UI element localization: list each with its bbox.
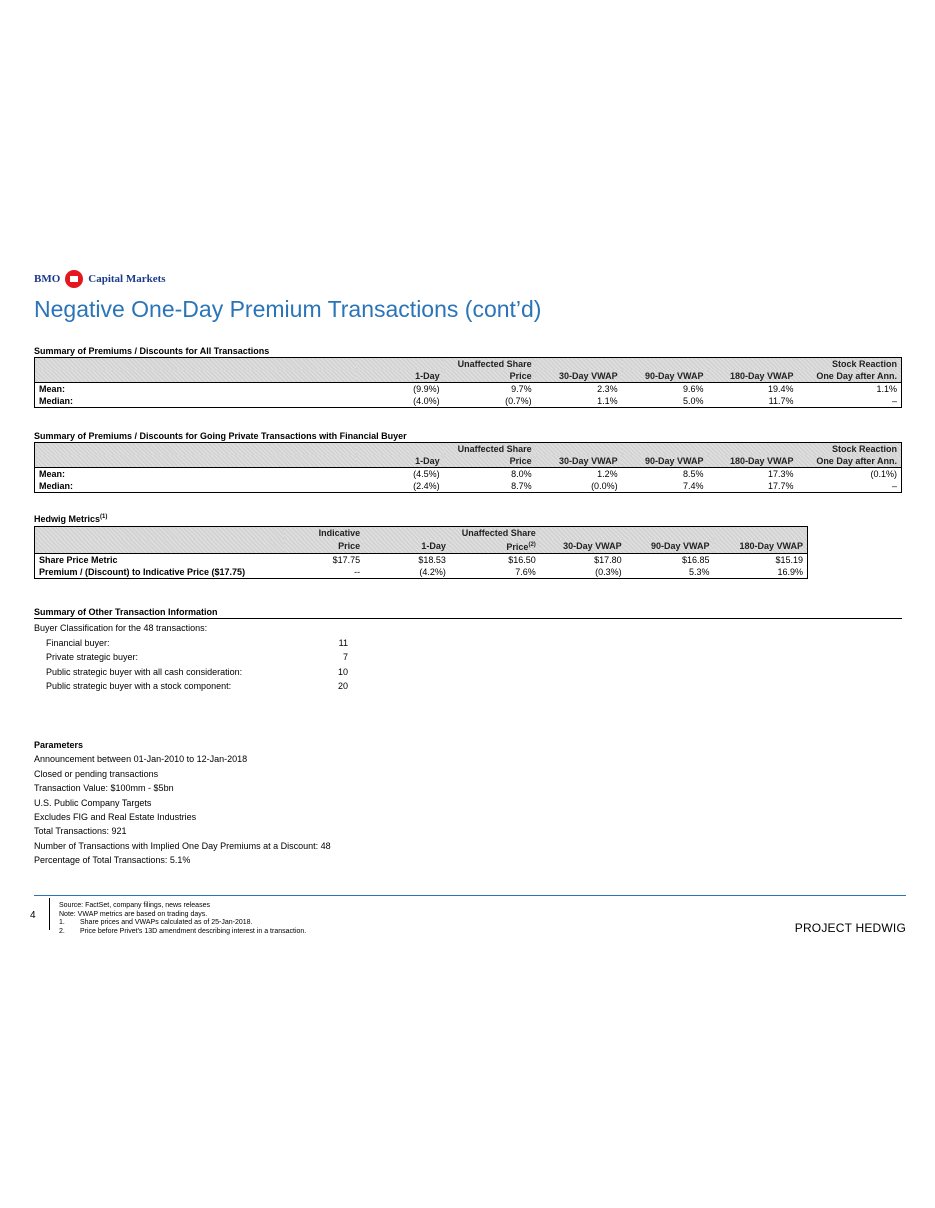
- footnote-marker: (2): [528, 542, 536, 548]
- item-label: Public strategic buyer with a stock component:: [46, 681, 232, 691]
- table-cell: --: [354, 567, 361, 577]
- table-cell: –: [891, 396, 897, 406]
- table-cell: 1.1%: [597, 396, 618, 406]
- page-number: 4: [30, 910, 36, 921]
- table-cell: 8.0%: [511, 469, 532, 479]
- table2-column-header: One Day after Ann.: [797, 455, 901, 468]
- table3-header-top: [35, 527, 808, 540]
- table-cell: $16.50: [508, 555, 536, 565]
- other-info: [34, 621, 348, 694]
- table1-head-top-cell: [708, 358, 798, 371]
- table-cell: 1.2%: [597, 469, 618, 479]
- table3-head-top-cell: [35, 527, 285, 540]
- item-value: 7: [342, 652, 348, 662]
- parameter-line: Total Transactions: 921: [34, 826, 127, 837]
- row-label: Premium / (Discount) to Indicative Price ($17.75): [39, 567, 246, 577]
- table2-column-header: 1-Day: [356, 455, 444, 468]
- table2-head-top-cell: [35, 443, 356, 456]
- footer-notes: [59, 902, 306, 936]
- parameter-line: Number of Transactions with Implied One Day Premiums at a Discount: 48: [34, 840, 331, 851]
- table-cell: 9.6%: [683, 384, 704, 394]
- table-cell: 9.7%: [511, 384, 532, 394]
- table1-title: Summary of Premiums / Discounts for All Transactions: [34, 346, 270, 356]
- footnote-marker: (1): [100, 514, 108, 520]
- item-value: 20: [337, 681, 348, 691]
- table-cell: $17.80: [594, 555, 622, 565]
- parameter-line: Transaction Value: $100mm - $5bn: [34, 783, 174, 794]
- table2-head-top-cell: [622, 443, 708, 456]
- page-title: Negative One-Day Premium Transactions (cont’d): [34, 296, 542, 322]
- row-label: Median:: [39, 396, 74, 406]
- list-item: [34, 636, 348, 651]
- table-row: [35, 383, 902, 396]
- table2-column-header: 180-Day VWAP: [708, 455, 798, 468]
- list-item: [34, 679, 348, 694]
- item-label: Private strategic buyer:: [46, 652, 139, 662]
- table3: [34, 526, 808, 579]
- table3-column-header: [35, 539, 285, 554]
- logo-text-capital-markets: Capital Markets: [88, 273, 166, 285]
- table-row: [35, 395, 902, 408]
- intro-text: Buyer Classification for the 48 transactions:: [34, 623, 208, 633]
- table-cell: 5.0%: [683, 396, 704, 406]
- other-info-intro: [34, 621, 348, 636]
- table3-head-top-cell: Indicative: [284, 527, 364, 540]
- footer-divider: [34, 895, 906, 896]
- bmo-roundel-icon: [65, 270, 83, 288]
- table-cell: 19.4%: [767, 384, 794, 394]
- footnote: [59, 919, 306, 928]
- table1-head-top-cell: [356, 358, 444, 371]
- table2-head-top-cell: [356, 443, 444, 456]
- list-item: [34, 650, 348, 665]
- table2-column-header: 90-Day VWAP: [622, 455, 708, 468]
- parameters-title: Parameters: [34, 740, 84, 750]
- footnote-number: 2.: [59, 927, 65, 935]
- table3-head-top-cell: Unaffected Share: [450, 527, 540, 540]
- table-cell: 17.7%: [767, 481, 794, 491]
- table-cell: 5.3%: [689, 567, 710, 577]
- table3-column-header: Price: [284, 539, 364, 554]
- table3-column-header: 30-Day VWAP: [540, 539, 626, 554]
- table-cell: (9.9%): [413, 384, 440, 394]
- table-row: [35, 468, 902, 481]
- list-item: [34, 665, 348, 680]
- footnote-number: 1.: [59, 919, 65, 926]
- table2-column-header: 30-Day VWAP: [536, 455, 622, 468]
- table-cell: $18.53: [418, 555, 446, 565]
- footer-vertical-divider: [49, 898, 50, 930]
- parameter-line: Announcement between 01-Jan-2010 to 12-Jan-2018: [34, 754, 248, 765]
- bmo-logo: [34, 268, 166, 290]
- row-label: Mean:: [39, 469, 66, 479]
- table-row: [35, 480, 902, 493]
- footnote-text: Price before Privet's 13D amendment describing interest in a transaction.: [80, 927, 307, 935]
- table-cell: 8.7%: [511, 481, 532, 491]
- table1-column-header: 30-Day VWAP: [536, 370, 622, 383]
- table1-head-top-cell: Stock Reaction: [797, 358, 901, 371]
- table1-header-top: [35, 358, 902, 371]
- table-cell: 7.6%: [515, 567, 536, 577]
- table1-column-header: 180-Day VWAP: [708, 370, 798, 383]
- table-row: [35, 566, 808, 579]
- item-value: 11: [338, 637, 348, 648]
- table3-column-header: 180-Day VWAP: [714, 539, 808, 554]
- footnote: [59, 928, 306, 937]
- row-label: Mean:: [39, 384, 66, 394]
- table-cell: 2.3%: [597, 384, 618, 394]
- table1-head-top-cell: [536, 358, 622, 371]
- item-value: 10: [337, 666, 348, 677]
- item-label: Financial buyer:: [46, 637, 110, 648]
- footnote-text: Share prices and VWAPs calculated as of 25-Jan-2018.: [80, 919, 253, 926]
- table3-column-header: [450, 539, 540, 554]
- item-label: Public strategic buyer with all cash consideration:: [46, 666, 243, 677]
- table2-column-header: [35, 455, 356, 468]
- parameter-line: U.S. Public Company Targets: [34, 797, 152, 808]
- table-cell: (0.0%): [591, 481, 618, 491]
- table2-head-top-cell: [708, 443, 798, 456]
- table-cell: 7.4%: [683, 481, 704, 491]
- table-cell: 11.7%: [768, 396, 794, 406]
- table-cell: 8.5%: [683, 469, 704, 479]
- table-cell: $16.85: [682, 555, 710, 565]
- table2: [34, 442, 902, 493]
- table-cell: 1.1%: [876, 384, 897, 394]
- table2-column-header: Price: [444, 455, 536, 468]
- table-cell: (0.7%): [505, 396, 532, 406]
- table1-column-header: 1-Day: [356, 370, 444, 383]
- table3-column-header: 90-Day VWAP: [626, 539, 714, 554]
- project-name: PROJECT HEDWIG: [794, 921, 906, 935]
- table-cell: (4.5%): [413, 469, 440, 479]
- table-cell: 16.9%: [777, 567, 803, 577]
- table1-head-top-cell: [622, 358, 708, 371]
- source-note: Source: FactSet, company filings, news releases: [59, 902, 210, 909]
- table3-title-text: Hedwig Metrics: [34, 514, 101, 524]
- table3-column-header: 1-Day: [364, 539, 450, 554]
- other-info-title: Summary of Other Transaction Information: [34, 607, 902, 619]
- table2-head-top-cell: Stock Reaction: [797, 443, 901, 456]
- table-cell: (2.4%): [413, 481, 440, 491]
- table-cell: (0.3%): [595, 567, 622, 577]
- table3-head-top-cell: [626, 527, 714, 540]
- vwap-note: Note: VWAP metrics are based on trading days.: [59, 910, 208, 918]
- table1-column-header: 90-Day VWAP: [622, 370, 708, 383]
- table-cell: –: [891, 481, 897, 491]
- table2-title: Summary of Premiums / Discounts for Going Private Transactions with Financial Buyer: [34, 431, 407, 441]
- price-header-text: Price: [506, 542, 529, 552]
- table3-head-top-cell: [540, 527, 626, 540]
- table2-head-top-cell: [536, 443, 622, 456]
- table2-header-top: [35, 443, 902, 456]
- table-cell: (0.1%): [870, 469, 897, 479]
- table3-head-top-cell: [714, 527, 808, 540]
- table-cell: $17.75: [332, 555, 361, 565]
- parameter-line: Closed or pending transactions: [34, 768, 159, 779]
- parameter-line: Percentage of Total Transactions: 5.1%: [34, 855, 191, 866]
- table-cell: $15.19: [775, 555, 803, 565]
- table-cell: (4.2%): [419, 567, 446, 577]
- table1-header-bottom: [35, 370, 902, 383]
- table-cell: 17.3%: [767, 469, 794, 479]
- table1-head-top-cell: Unaffected Share: [444, 358, 536, 371]
- table3-head-top-cell: [364, 527, 450, 540]
- table1: [34, 357, 902, 408]
- table2-header-bottom: [35, 455, 902, 468]
- table2-head-top-cell: Unaffected Share: [444, 443, 536, 456]
- row-label: Share Price Metric: [39, 555, 118, 565]
- table1-head-top-cell: [35, 358, 356, 371]
- table1-column-header: Price: [444, 370, 536, 383]
- table-cell: (4.0%): [413, 396, 440, 406]
- table1-column-header: [35, 370, 356, 383]
- table3-title: [34, 514, 107, 524]
- parameter-line: Excludes FIG and Real Estate Industries: [34, 811, 197, 822]
- table-row: [35, 554, 808, 567]
- row-label: Median:: [39, 481, 74, 491]
- logo-text-bmo: BMO: [34, 273, 61, 285]
- table3-header-bottom: [35, 539, 808, 554]
- parameters: [34, 738, 331, 868]
- table1-column-header: One Day after Ann.: [797, 370, 901, 383]
